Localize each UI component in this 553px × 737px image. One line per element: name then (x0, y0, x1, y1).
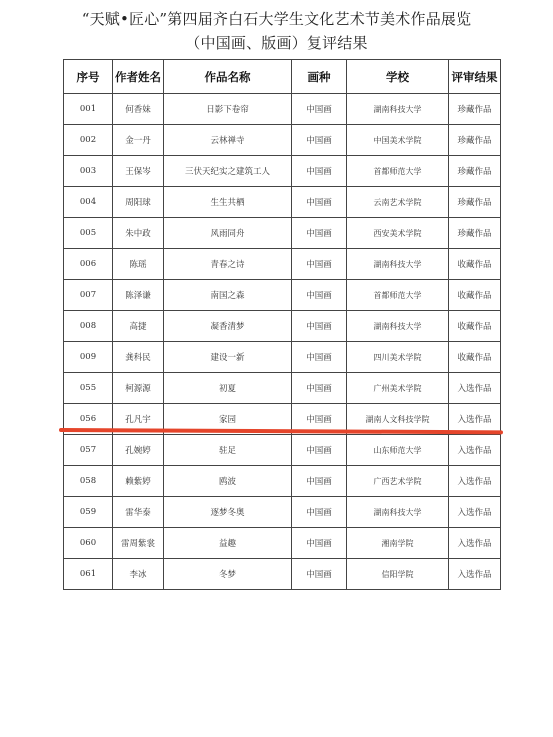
cell-work-title: 风雨同舟 (164, 218, 292, 249)
cell-school: 湖南科技大学 (347, 311, 449, 342)
cell-school: 四川美术学院 (347, 342, 449, 373)
cell-serial-no: 057 (64, 435, 113, 466)
cell-painting-type: 中国画 (292, 528, 347, 559)
cell-painting-type: 中国画 (292, 125, 347, 156)
table-row (64, 559, 501, 590)
cell-painting-type: 中国画 (292, 94, 347, 125)
header-school: 学校 (347, 60, 449, 94)
cell-author-name: 孔凡宇 (113, 404, 164, 435)
cell-school: 首都师范大学 (347, 280, 449, 311)
table-row (64, 125, 501, 156)
cell-author-name: 陈泽谦 (113, 280, 164, 311)
cell-school: 湖南科技大学 (347, 94, 449, 125)
cell-work-title: 三伏天纪实之建筑工人 (164, 156, 292, 187)
header-serial-no: 序号 (64, 60, 113, 94)
cell-work-title: 冬梦 (164, 559, 292, 590)
cell-school: 广西艺术学院 (347, 466, 449, 497)
table-row (64, 373, 501, 404)
cell-author-name: 何香妹 (113, 94, 164, 125)
cell-work-title: 青春之诗 (164, 249, 292, 280)
cell-author-name: 李冰 (113, 559, 164, 590)
table-row (64, 218, 501, 249)
table-row (64, 94, 501, 125)
cell-painting-type: 中国画 (292, 342, 347, 373)
cell-serial-no: 009 (64, 342, 113, 373)
cell-school: 云南艺术学院 (347, 187, 449, 218)
cell-work-title: 生生共栖 (164, 187, 292, 218)
cell-author-name: 朱中政 (113, 218, 164, 249)
cell-painting-type: 中国画 (292, 218, 347, 249)
page-title: “天赋•匠心”第四届齐白石大学生文化艺术节美术作品展览 (81, 10, 472, 28)
cell-serial-no: 056 (64, 404, 113, 435)
cell-school: 广州美术学院 (347, 373, 449, 404)
table-row (64, 249, 501, 280)
cell-serial-no: 001 (64, 94, 113, 125)
cell-painting-type: 中国画 (292, 280, 347, 311)
cell-school: 中国美术学院 (347, 125, 449, 156)
cell-author-name: 龚科民 (113, 342, 164, 373)
cell-serial-no: 008 (64, 311, 113, 342)
cell-review-result: 入选作品 (449, 373, 501, 404)
cell-school: 首都师范大学 (347, 156, 449, 187)
table-row (64, 435, 501, 466)
cell-serial-no: 060 (64, 528, 113, 559)
cell-review-result: 收藏作品 (449, 342, 501, 373)
cell-painting-type: 中国画 (292, 311, 347, 342)
cell-review-result: 珍藏作品 (449, 187, 501, 218)
cell-painting-type: 中国画 (292, 497, 347, 528)
table-row (64, 311, 501, 342)
cell-serial-no: 002 (64, 125, 113, 156)
cell-painting-type: 中国画 (292, 404, 347, 435)
table-row (64, 156, 501, 187)
cell-author-name: 金一丹 (113, 125, 164, 156)
cell-review-result: 收藏作品 (449, 311, 501, 342)
cell-work-title: 云林禅寺 (164, 125, 292, 156)
cell-painting-type: 中国画 (292, 466, 347, 497)
table-row (64, 466, 501, 497)
cell-review-result: 收藏作品 (449, 280, 501, 311)
header-painting-type: 画种 (292, 60, 347, 94)
cell-work-title: 建设一新 (164, 342, 292, 373)
cell-painting-type: 中国画 (292, 435, 347, 466)
cell-school: 山东师范大学 (347, 435, 449, 466)
cell-review-result: 入选作品 (449, 404, 501, 435)
cell-school: 信阳学院 (347, 559, 449, 590)
cell-serial-no: 055 (64, 373, 113, 404)
cell-author-name: 周阳球 (113, 187, 164, 218)
table-row (64, 497, 501, 528)
header-author-name: 作者姓名 (113, 60, 164, 94)
cell-painting-type: 中国画 (292, 187, 347, 218)
cell-author-name: 陈瑶 (113, 249, 164, 280)
cell-work-title: 益趣 (164, 528, 292, 559)
cell-author-name: 孔婉婷 (113, 435, 164, 466)
cell-school: 湖南科技大学 (347, 497, 449, 528)
cell-author-name: 雷华泰 (113, 497, 164, 528)
cell-author-name: 王保岑 (113, 156, 164, 187)
cell-review-result: 收藏作品 (449, 249, 501, 280)
header-review-result: 评审结果 (449, 60, 501, 94)
cell-author-name: 柯源源 (113, 373, 164, 404)
header-work-title: 作品名称 (164, 60, 292, 94)
cell-work-title: 南国之森 (164, 280, 292, 311)
cell-work-title: 鸥波 (164, 466, 292, 497)
cell-painting-type: 中国画 (292, 559, 347, 590)
cell-review-result: 珍藏作品 (449, 156, 501, 187)
cell-work-title: 初夏 (164, 373, 292, 404)
cell-author-name: 雷周紫裳 (113, 528, 164, 559)
table-row (64, 187, 501, 218)
cell-school: 湘南学院 (347, 528, 449, 559)
cell-school: 西安美术学院 (347, 218, 449, 249)
cell-review-result: 入选作品 (449, 466, 501, 497)
cell-serial-no: 007 (64, 280, 113, 311)
cell-work-title: 日影下卷帘 (164, 94, 292, 125)
cell-work-title: 凝香清梦 (164, 311, 292, 342)
cell-review-result: 珍藏作品 (449, 218, 501, 249)
cell-review-result: 珍藏作品 (449, 94, 501, 125)
results-table (63, 59, 501, 590)
table-body (64, 94, 501, 590)
table-row (64, 342, 501, 373)
cell-school: 湖南人文科技学院 (347, 404, 449, 435)
cell-serial-no: 004 (64, 187, 113, 218)
cell-serial-no: 006 (64, 249, 113, 280)
cell-work-title: 驻足 (164, 435, 292, 466)
cell-school: 湖南科技大学 (347, 249, 449, 280)
page-subtitle: （中国画、版画）复评结果 (185, 34, 368, 52)
table-header-row (64, 60, 501, 94)
cell-work-title: 家园 (164, 404, 292, 435)
cell-work-title: 逐梦冬奥 (164, 497, 292, 528)
cell-serial-no: 061 (64, 559, 113, 590)
cell-review-result: 入选作品 (449, 435, 501, 466)
cell-painting-type: 中国画 (292, 373, 347, 404)
cell-review-result: 入选作品 (449, 528, 501, 559)
cell-serial-no: 059 (64, 497, 113, 528)
cell-review-result: 入选作品 (449, 559, 501, 590)
cell-painting-type: 中国画 (292, 156, 347, 187)
table-row (64, 280, 501, 311)
cell-painting-type: 中国画 (292, 249, 347, 280)
table-row (64, 528, 501, 559)
cell-review-result: 珍藏作品 (449, 125, 501, 156)
cell-author-name: 赖紫婷 (113, 466, 164, 497)
cell-serial-no: 005 (64, 218, 113, 249)
cell-review-result: 入选作品 (449, 497, 501, 528)
cell-serial-no: 003 (64, 156, 113, 187)
cell-author-name: 高捷 (113, 311, 164, 342)
cell-serial-no: 058 (64, 466, 113, 497)
